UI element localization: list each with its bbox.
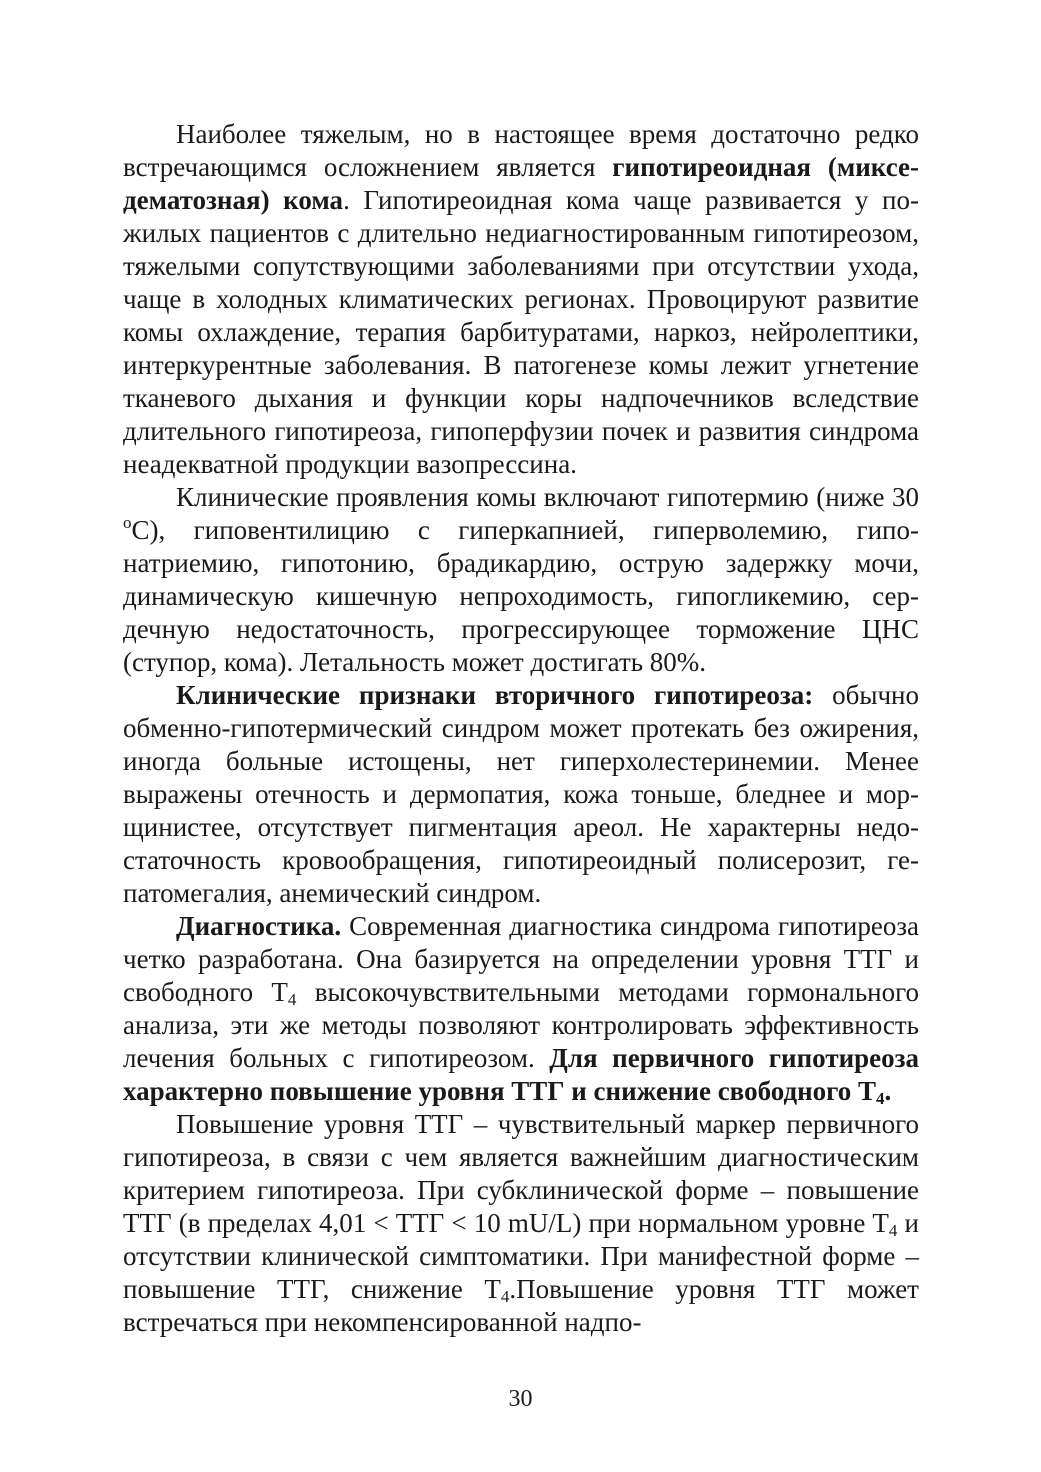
subscript: 4 (287, 990, 297, 1009)
text-run: Повышение уровня ТТГ – чувствительный маркер первичного гипотиреоза, в связи с чем является важнейшим диагностическим критерием гипотиреоза. При субклинической форме – повышение ТТГ (в пределах 4,01 < ТТГ < 10 mU/L) при нормальном уровне Т (123, 1109, 919, 1238)
paragraph-diagnostics (123, 910, 919, 1108)
bold-term: гипотиреоидная (микседематозная) кома (123, 152, 919, 215)
text-run: Современная диагностика синдрома гипотиреоза четко разработана. Она базируется на определении уровня ТТГ и свободного Т (123, 911, 919, 1007)
subscript: 4 (876, 1089, 885, 1108)
bold-statement-end: . (884, 1076, 892, 1106)
text-run: C), гиповентилицию с гиперкапнией, гиперволемию, гипонатриемию, гипотонию, брадикардию, острую задержку мочи, динамическую кишечную непроходимость, гипогликемию, сердечную недостаточность, прогрессирующее торможение ЦНС (ступор, кома). Летальность может достигать 80%. (123, 515, 919, 677)
text-run: Клинические проявления комы включают гипотермию (ниже 30 (176, 482, 919, 512)
text-run: . Гипотиреоидная кома чаще развивается у пожилых пациентов с длительно недиагностированным гипотиреозом, тяжелыми сопутствующими заболеваниями при отсутствии ухода, чаще в холодных климатических регионах. Провоцируют развитие комы охлаждение, терапия барбитуратами, наркоз, нейролептики, интеркурентные заболевания. В патогенезе комы лежит угнетение тканевого дыхания и функции коры надпочечников вследствие длительного гипотиреоза, гипоперфузии почек и развития синдрома неадекватной продукции вазопрессина. (123, 185, 919, 479)
page-body (123, 118, 919, 1339)
text-run: высокочувствительными методами гормонального анализа, эти же методы позволяют контролировать эффективность лечения больных с гипотиреозом. (123, 977, 919, 1073)
page-number: 30 (508, 1386, 533, 1412)
text-run: Наиболее тяжелым, но в настоящее время достаточно редко встречающимся осложнением является (123, 119, 919, 182)
subscript: 4 (500, 1287, 510, 1306)
bold-heading: Клинические признаки вторичного гипотиреоза: (176, 680, 814, 710)
bold-heading: Диагностика. (176, 911, 342, 941)
paragraph-secondary-hypothyroidism (123, 679, 919, 910)
paragraph-tsh-elevation (123, 1108, 919, 1339)
paragraph-coma-symptoms (123, 481, 919, 679)
text-run: .Повышение уровня ТТГ может встречаться при некомпенсированной надпо- (123, 1274, 919, 1337)
text-run: и отсутствии клинической симптоматики. При манифестной форме – повышение ТТГ, снижение Т (123, 1208, 919, 1304)
text-run: обычно обменно-гипотермический синдром может протекать без ожирения, иногда больные истощены, нет гиперхолестеринемии. Менее выражены отечность и дермопатия, кожа тоньше, бледнее и морщинистее, отсутствует пигментация ареол. Не характерны недостаточность кровообращения, гипотиреоидный полисерозит, гепатомегалия, анемический синдром. (123, 680, 919, 908)
paragraph-myxedema-coma (123, 118, 919, 481)
superscript: o (123, 513, 132, 532)
bold-statement: Для первичного гипотиреоза характерно повышение уровня ТТГ и снижение свободного Т (123, 1043, 919, 1106)
subscript: 4 (888, 1221, 898, 1240)
